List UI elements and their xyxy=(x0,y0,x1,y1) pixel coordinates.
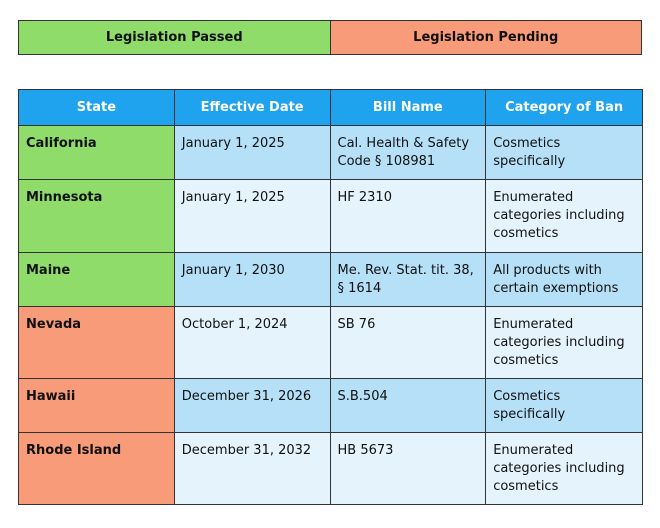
table-row xyxy=(19,253,643,307)
category-cell: Enumerated categories including cosmetics xyxy=(486,433,643,505)
legend-pending xyxy=(331,21,642,54)
legislation-table xyxy=(18,89,643,505)
table-row xyxy=(19,180,643,253)
category-cell: Enumerated categories including cosmetics xyxy=(486,307,643,379)
legend-passed-label: Legislation Passed xyxy=(105,30,243,45)
category-cell: Enumerated categories including cosmetics xyxy=(486,180,643,253)
column-header-category: Category of Ban xyxy=(486,90,643,126)
state-cell: Minnesota xyxy=(19,180,175,253)
state-cell: Nevada xyxy=(19,307,175,379)
bill-name-cell: HB 5673 xyxy=(330,433,486,505)
effective-date-cell: January 1, 2025 xyxy=(174,126,330,180)
table-row xyxy=(19,379,643,433)
table-row xyxy=(19,307,643,379)
category-cell: All products with certain exemptions xyxy=(486,253,643,307)
effective-date-cell: January 1, 2025 xyxy=(174,180,330,253)
column-header-bill-name: Bill Name xyxy=(330,90,486,126)
legend-passed xyxy=(19,21,331,54)
legend-pending-label: Legislation Pending xyxy=(413,30,559,45)
state-cell: Hawaii xyxy=(19,379,175,433)
effective-date-cell: December 31, 2026 xyxy=(174,379,330,433)
bill-name-cell: S.B.504 xyxy=(330,379,486,433)
column-header-state: State xyxy=(19,90,175,126)
category-cell: Cosmetics specifically xyxy=(486,126,643,180)
state-cell: Maine xyxy=(19,253,175,307)
bill-name-cell: HF 2310 xyxy=(330,180,486,253)
effective-date-cell: January 1, 2030 xyxy=(174,253,330,307)
state-cell: Rhode Island xyxy=(19,433,175,505)
column-header-effective-date: Effective Date xyxy=(174,90,330,126)
category-cell: Cosmetics specifically xyxy=(486,379,643,433)
bill-name-cell: Cal. Health & Safety Code § 108981 xyxy=(330,126,486,180)
table-row xyxy=(19,126,643,180)
effective-date-cell: October 1, 2024 xyxy=(174,307,330,379)
legend xyxy=(18,20,642,55)
bill-name-cell: Me. Rev. Stat. tit. 38, § 1614 xyxy=(330,253,486,307)
bill-name-cell: SB 76 xyxy=(330,307,486,379)
table-header-row xyxy=(19,90,643,126)
state-cell: California xyxy=(19,126,175,180)
table-row xyxy=(19,433,643,505)
effective-date-cell: December 31, 2032 xyxy=(174,433,330,505)
